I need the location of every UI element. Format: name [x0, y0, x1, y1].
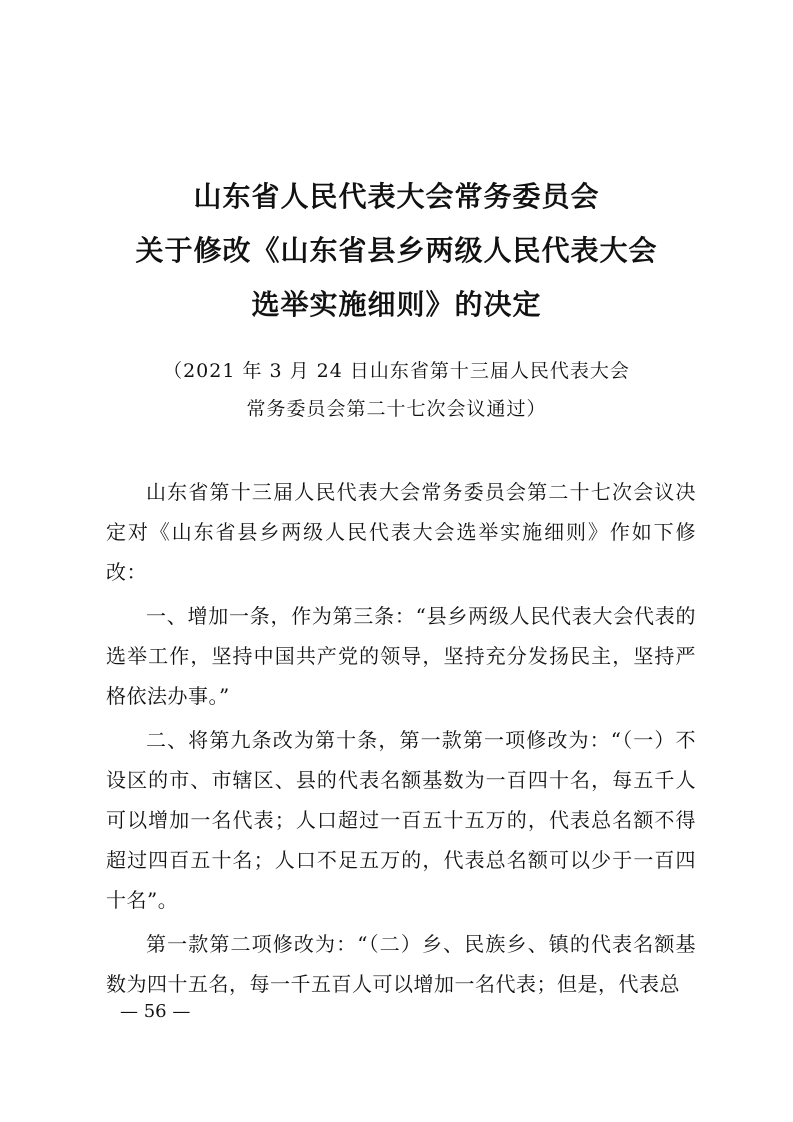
document-body	[106, 472, 696, 1008]
paragraph: 二、将第九条改为第十条，第一款第一项修改为：“（一）不设区的市、市辖区、县的代表名额基数为一百四十名，每五千人可以增加一名代表；人口超过一百五十五万的，代表总名额不得超过四百五十名；人口不足五万的，代表总名额可以少于一百四十名”。	[106, 728, 696, 912]
document-title	[0, 170, 793, 332]
title-line: 选举实施细则》的决定	[251, 288, 542, 321]
paragraph: 一、增加一条，作为第三条：“县乡两级人民代表大会代表的选举工作，坚持中国共产党的领导，坚持充分发扬民主，坚持严格依法办事。”	[106, 604, 696, 708]
title-line: 关于修改《山东省县乡两级人民代表大会	[135, 234, 658, 267]
paragraph: 第一款第二项修改为：“（二）乡、民族乡、镇的代表名额基数为四十五名，每一千五百人可以增加一名代表；但是，代表总	[106, 932, 696, 996]
page-number: — 56 —	[120, 1001, 191, 1022]
paragraph: 山东省第十三届人民代表大会常务委员会第二十七次会议决定对《山东省县乡两级人民代表大会选举实施细则》作如下修改：	[106, 480, 696, 584]
adoption-note	[0, 352, 793, 428]
adoption-note-line: （2021 年 3 月 24 日山东省第十三届人民代表大会	[163, 360, 630, 382]
title-line: 山东省人民代表大会常务委员会	[193, 180, 600, 213]
adoption-note-line: 常务委员会第二十七次会议通过）	[246, 398, 547, 420]
